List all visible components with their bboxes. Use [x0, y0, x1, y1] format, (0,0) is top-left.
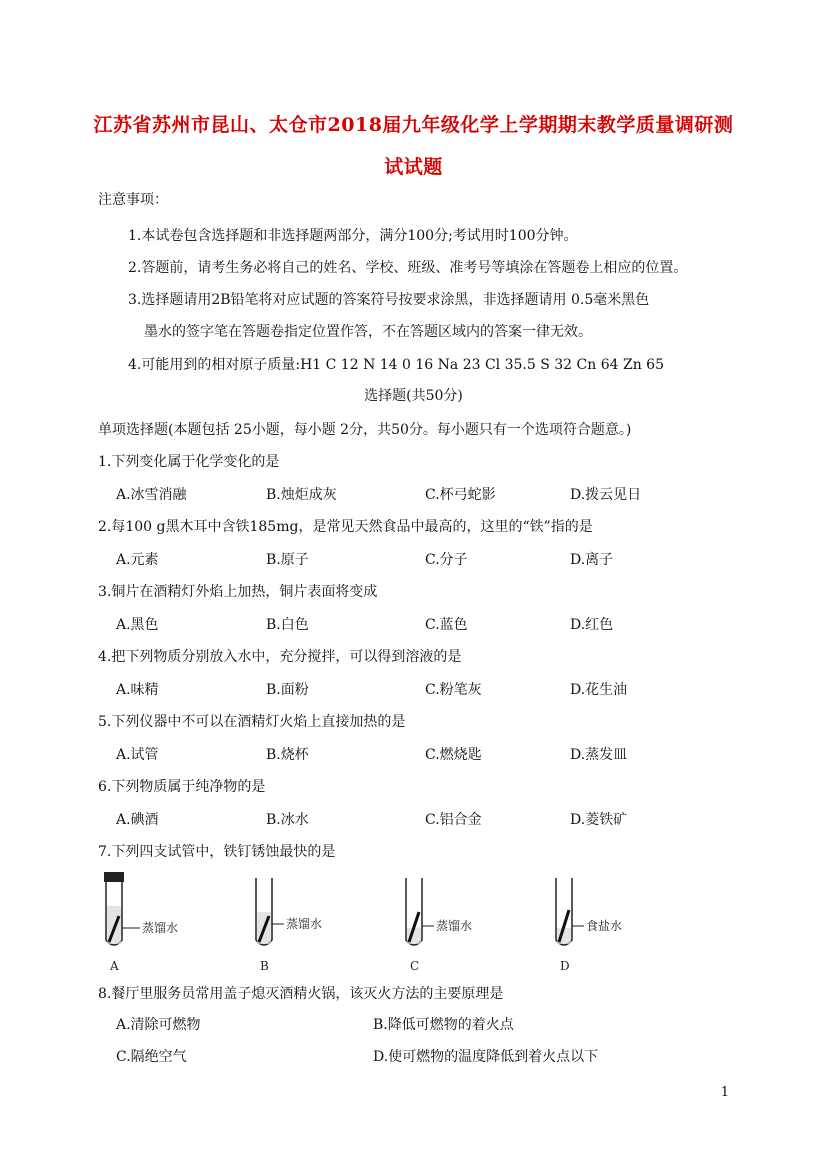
q8-option-b: B.降低可燃物的着火点	[373, 1017, 514, 1033]
question-stem-7: 7.下列四支试管中，铁钉锈蚀最快的是	[98, 844, 336, 860]
test-tube-c	[406, 878, 472, 973]
tube-c-label: C	[410, 959, 420, 973]
question-stem-3: 3.铜片在酒精灯外焰上加热，铜片表面将变成	[98, 584, 378, 600]
tube-d-label: D	[560, 959, 570, 973]
q4-option-b: B.面粉	[266, 682, 309, 698]
q6-option-c: C.铝合金	[425, 812, 482, 828]
q1-option-c: C.杯弓蛇影	[425, 487, 496, 503]
test-tube-a	[104, 872, 178, 973]
notice-item-2: 2.答题前，请考生务必将自己的姓名、学校、班级、准考号等填涂在答题卷上相应的位置。	[128, 260, 688, 276]
q2-option-b: B.原子	[266, 552, 309, 568]
tube-b-liquid: 蒸馏水	[286, 917, 323, 931]
notice-item-3-cont: 墨水的签字笔在答题卷指定位置作答，不在答题区域内的答案一律无效。	[144, 324, 592, 340]
test-tube-figure	[100, 870, 660, 980]
q3-option-a: A.黑色	[116, 617, 159, 633]
tube-d-liquid: 食盐水	[586, 919, 623, 933]
notice-heading: 注意事项：	[98, 192, 168, 208]
q2-option-a: A.元素	[116, 552, 159, 568]
tube-c-liquid: 蒸馏水	[436, 919, 473, 933]
q8-option-a: A.清除可燃物	[116, 1017, 201, 1033]
q1-option-b: B.烛炬成灰	[266, 487, 337, 503]
notice-item-1: 1.本试卷包含选择题和非选择题两部分，满分100分;考试用时100分钟。	[128, 228, 578, 244]
q5-option-d: D.蒸发皿	[570, 747, 628, 763]
q5-option-c: C.燃烧匙	[425, 747, 482, 763]
q6-option-b: B.冰水	[266, 812, 309, 828]
q1-option-d: D.拨云见日	[570, 487, 642, 503]
q2-option-c: C.分子	[425, 552, 468, 568]
notice-item-3: 3.选择题请用2B铅笔将对应试题的答案符号按要求涂黑，非选择题请用 0.5毫米黑色	[128, 292, 650, 308]
test-tube-b	[256, 878, 322, 973]
question-stem-1: 1.下列变化属于化学变化的是	[98, 454, 280, 470]
question-stem-5: 5.下列仪器中不可以在酒精灯火焰上直接加热的是	[98, 714, 406, 730]
q3-option-b: B.白色	[266, 617, 309, 633]
q8-option-d: D.使可燃物的温度降低到着火点以下	[373, 1049, 599, 1065]
q6-option-d: D.菱铁矿	[570, 812, 628, 828]
q6-option-a: A.碘酒	[116, 812, 159, 828]
section-title: 选择题(共50分)	[364, 388, 463, 404]
notice-item-4: 4.可能用到的相对原子质量:H1 C 12 N 14 0 16 Na 23 Cl 35.5 S 32 Cn 64 Zn 65	[128, 357, 664, 373]
document-title-line1: 江苏省苏州市昆山、太仓市2018届九年级化学上学期期末教学质量调研测	[93, 114, 734, 136]
q5-option-a: A.试管	[116, 747, 159, 763]
q4-option-d: D.花生油	[570, 682, 628, 698]
q5-option-b: B.烧杯	[266, 747, 309, 763]
tube-a-label: A	[110, 959, 119, 973]
question-stem-8: 8.餐厅里服务员常用盖子熄灭酒精火锅，该灭火方法的主要原理是	[98, 986, 504, 1002]
tube-a-liquid: 蒸馏水	[142, 921, 179, 935]
question-stem-2: 2.每100 g黑木耳中含铁185mg，是常见天然食品中最高的，这里的“铁”指的是	[98, 519, 593, 535]
q8-option-c: C.隔绝空气	[116, 1049, 187, 1065]
q4-option-a: A.味精	[116, 682, 159, 698]
q2-option-d: D.离子	[570, 552, 614, 568]
page-number: 1	[720, 1085, 729, 1100]
q3-option-d: D.红色	[570, 617, 614, 633]
q1-option-a: A.冰雪消融	[116, 487, 187, 503]
q3-option-c: C.蓝色	[425, 617, 468, 633]
section-instruction: 单项选择题(本题包括 25小题，每小题 2分，共50分。每小题只有一个选项符合题意。)	[98, 422, 632, 438]
q4-option-c: C.粉笔灰	[425, 682, 482, 698]
document-title-line2: 试试题	[384, 156, 443, 178]
question-stem-4: 4.把下列物质分别放入水中，充分搅拌，可以得到溶液的是	[98, 649, 462, 665]
tube-b-label: B	[260, 959, 269, 973]
question-stem-6: 6.下列物质属于纯净物的是	[98, 779, 266, 795]
test-tube-d	[556, 878, 622, 973]
